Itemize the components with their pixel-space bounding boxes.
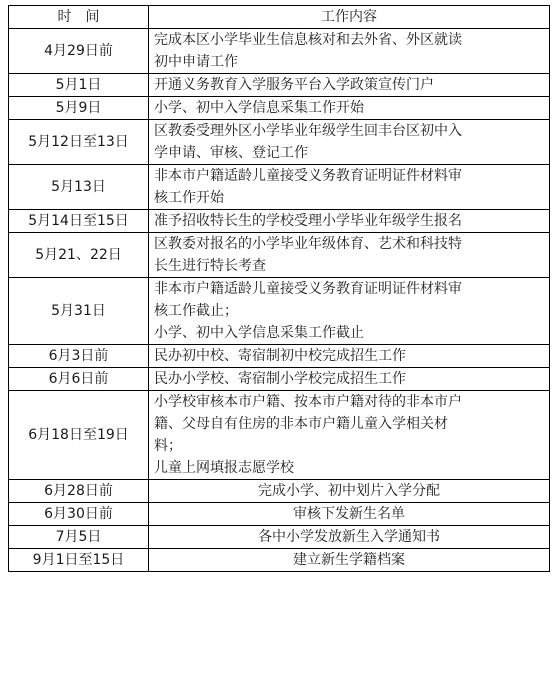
- table-row: [9, 480, 550, 503]
- work-line: 建立新生学籍档案: [293, 552, 405, 568]
- table-row: [9, 391, 550, 480]
- table-row: [9, 345, 550, 368]
- table-row: [9, 120, 550, 165]
- row-work-cell: [149, 97, 550, 120]
- row-work-cell: [149, 74, 550, 97]
- row-work-cell: [149, 233, 550, 278]
- row-work-cell: [149, 526, 550, 549]
- work-line: 小学、初中入学信息采集工作截止: [154, 325, 364, 341]
- schedule-table: [8, 5, 550, 572]
- row-time-cell: 5月13日: [9, 165, 149, 210]
- work-line: 准予招收特长生的学校受理小学毕业年级学生报名: [154, 213, 462, 229]
- table-row: [9, 278, 550, 345]
- header-row: [9, 6, 550, 29]
- work-line: 区教委受理外区小学毕业年级学生回丰台区初中入: [154, 123, 462, 139]
- table-header: [9, 6, 550, 29]
- table-row: [9, 210, 550, 233]
- row-time-cell: 5月12日至13日: [9, 120, 149, 165]
- table-row: [9, 526, 550, 549]
- row-work-cell: [149, 210, 550, 233]
- row-work-cell: [149, 391, 550, 480]
- work-line: 核工作开始: [154, 190, 224, 206]
- row-time-cell: 7月5日: [9, 526, 149, 549]
- work-line: 小学、初中入学信息采集工作开始: [154, 100, 364, 116]
- row-work-cell: [149, 480, 550, 503]
- work-line: 籍、父母自有住房的非本市户籍儿童入学相关材: [154, 416, 448, 432]
- work-line: 民办小学校、寄宿制小学校完成招生工作: [154, 371, 406, 387]
- work-line: 区教委对报名的小学毕业年级体育、艺术和科技特: [154, 236, 462, 252]
- row-work-cell: [149, 549, 550, 572]
- work-line: 非本市户籍适龄儿童接受义务教育证明证件材料审: [154, 281, 462, 297]
- row-work-cell: [149, 29, 550, 74]
- work-line: 非本市户籍适龄儿童接受义务教育证明证件材料审: [154, 168, 462, 184]
- work-line: 完成小学、初中划片入学分配: [258, 483, 440, 499]
- row-time-cell: 5月1日: [9, 74, 149, 97]
- table-row: [9, 97, 550, 120]
- row-work-cell: [149, 120, 550, 165]
- table-row: [9, 503, 550, 526]
- row-time-cell: 9月1日至15日: [9, 549, 149, 572]
- table-row: [9, 74, 550, 97]
- work-line: 民办初中校、寄宿制初中校完成招生工作: [154, 348, 406, 364]
- work-line: 开通义务教育入学服务平台入学政策宣传门户: [154, 77, 434, 93]
- row-work-cell: [149, 345, 550, 368]
- row-time-cell: 6月28日前: [9, 480, 149, 503]
- table-body: [9, 29, 550, 572]
- row-time-cell: 6月18日至19日: [9, 391, 149, 480]
- work-line: 料；: [154, 438, 182, 454]
- row-time-cell: 6月30日前: [9, 503, 149, 526]
- table-row: [9, 368, 550, 391]
- work-line: 初中申请工作: [154, 54, 238, 70]
- work-line: 各中小学发放新生入学通知书: [258, 529, 440, 545]
- row-time-cell: 6月6日前: [9, 368, 149, 391]
- work-line: 学申请、审核、登记工作: [154, 145, 308, 161]
- work-line: 核工作截止；: [154, 303, 238, 319]
- table-row: [9, 165, 550, 210]
- work-line: 审核下发新生名单: [293, 506, 405, 522]
- row-time-cell: 5月31日: [9, 278, 149, 345]
- row-time-cell: 5月9日: [9, 97, 149, 120]
- table-row: [9, 233, 550, 278]
- row-time-cell: 5月14日至15日: [9, 210, 149, 233]
- table-row: [9, 549, 550, 572]
- work-line: 长生进行特长考查: [154, 258, 266, 274]
- row-time-cell: 4月29日前: [9, 29, 149, 74]
- work-line: 小学校审核本市户籍、按本市户籍对待的非本市户: [154, 394, 462, 410]
- row-time-cell: 5月21、22日: [9, 233, 149, 278]
- row-work-cell: [149, 278, 550, 345]
- work-line: 儿童上网填报志愿学校: [154, 460, 294, 476]
- row-time-cell: 6月3日前: [9, 345, 149, 368]
- row-work-cell: [149, 165, 550, 210]
- table-row: [9, 29, 550, 74]
- work-column-header: 工作内容: [149, 6, 550, 29]
- time-column-header: 时间: [9, 6, 149, 29]
- row-work-cell: [149, 368, 550, 391]
- row-work-cell: [149, 503, 550, 526]
- work-line: 完成本区小学毕业生信息核对和去外省、外区就读: [154, 32, 462, 48]
